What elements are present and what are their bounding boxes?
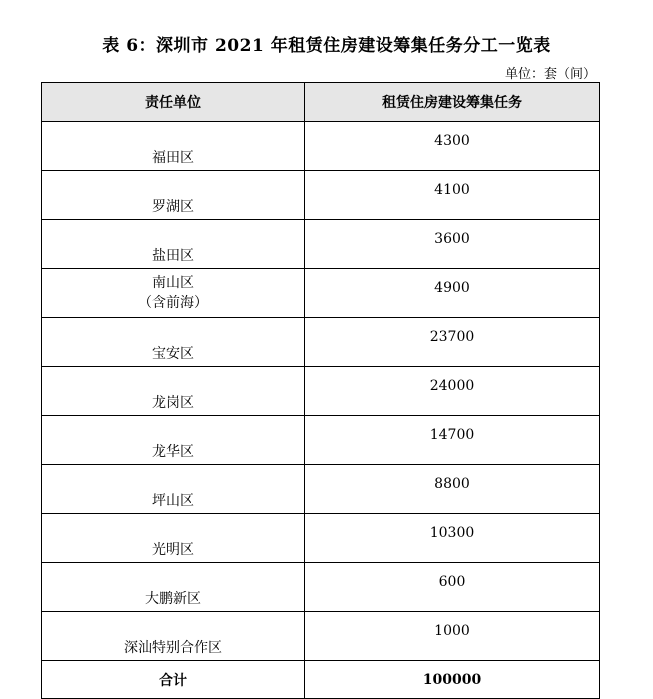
unit-name: 宝安区	[42, 318, 305, 367]
table-row	[42, 416, 600, 465]
task-value: 14700	[305, 416, 600, 465]
task-value: 4300	[305, 122, 600, 171]
unit-name: 龙岗区	[42, 367, 305, 416]
total-label: 合计	[42, 661, 305, 699]
table-row	[42, 269, 600, 318]
total-row	[42, 661, 600, 699]
task-value: 600	[305, 563, 600, 612]
total-value: 100000	[305, 661, 600, 699]
unit-name: 龙华区	[42, 416, 305, 465]
table-row	[42, 171, 600, 220]
unit-label: 单位：套（间）	[504, 67, 596, 82]
task-value: 8800	[305, 465, 600, 514]
unit-name: 坪山区	[42, 465, 305, 514]
unit-name-line2: （含前海）	[138, 295, 208, 311]
task-value: 4900	[305, 269, 600, 318]
task-value: 24000	[305, 367, 600, 416]
unit-name: 光明区	[42, 514, 305, 563]
table-row	[42, 220, 600, 269]
unit-name	[42, 269, 305, 318]
table-row	[42, 318, 600, 367]
unit-name-line1: 南山区	[152, 275, 194, 291]
table-row	[42, 367, 600, 416]
unit-name: 罗湖区	[42, 171, 305, 220]
task-value: 3600	[305, 220, 600, 269]
table-row	[42, 563, 600, 612]
table-row	[42, 612, 600, 661]
table-row	[42, 514, 600, 563]
table-row	[42, 465, 600, 514]
unit-name: 盐田区	[42, 220, 305, 269]
task-table	[41, 82, 600, 699]
table-title: 表 6：深圳市 2021 年租赁住房建设筹集任务分工一览表	[102, 36, 551, 56]
table-row	[42, 122, 600, 171]
header-responsible-unit: 责任单位	[42, 83, 305, 122]
unit-name: 大鹏新区	[42, 563, 305, 612]
task-value: 1000	[305, 612, 600, 661]
task-value: 23700	[305, 318, 600, 367]
unit-name: 福田区	[42, 122, 305, 171]
unit-name: 深汕特别合作区	[42, 612, 305, 661]
task-value: 4100	[305, 171, 600, 220]
table-header-row	[42, 83, 600, 122]
header-task: 租赁住房建设筹集任务	[305, 83, 600, 122]
task-value: 10300	[305, 514, 600, 563]
